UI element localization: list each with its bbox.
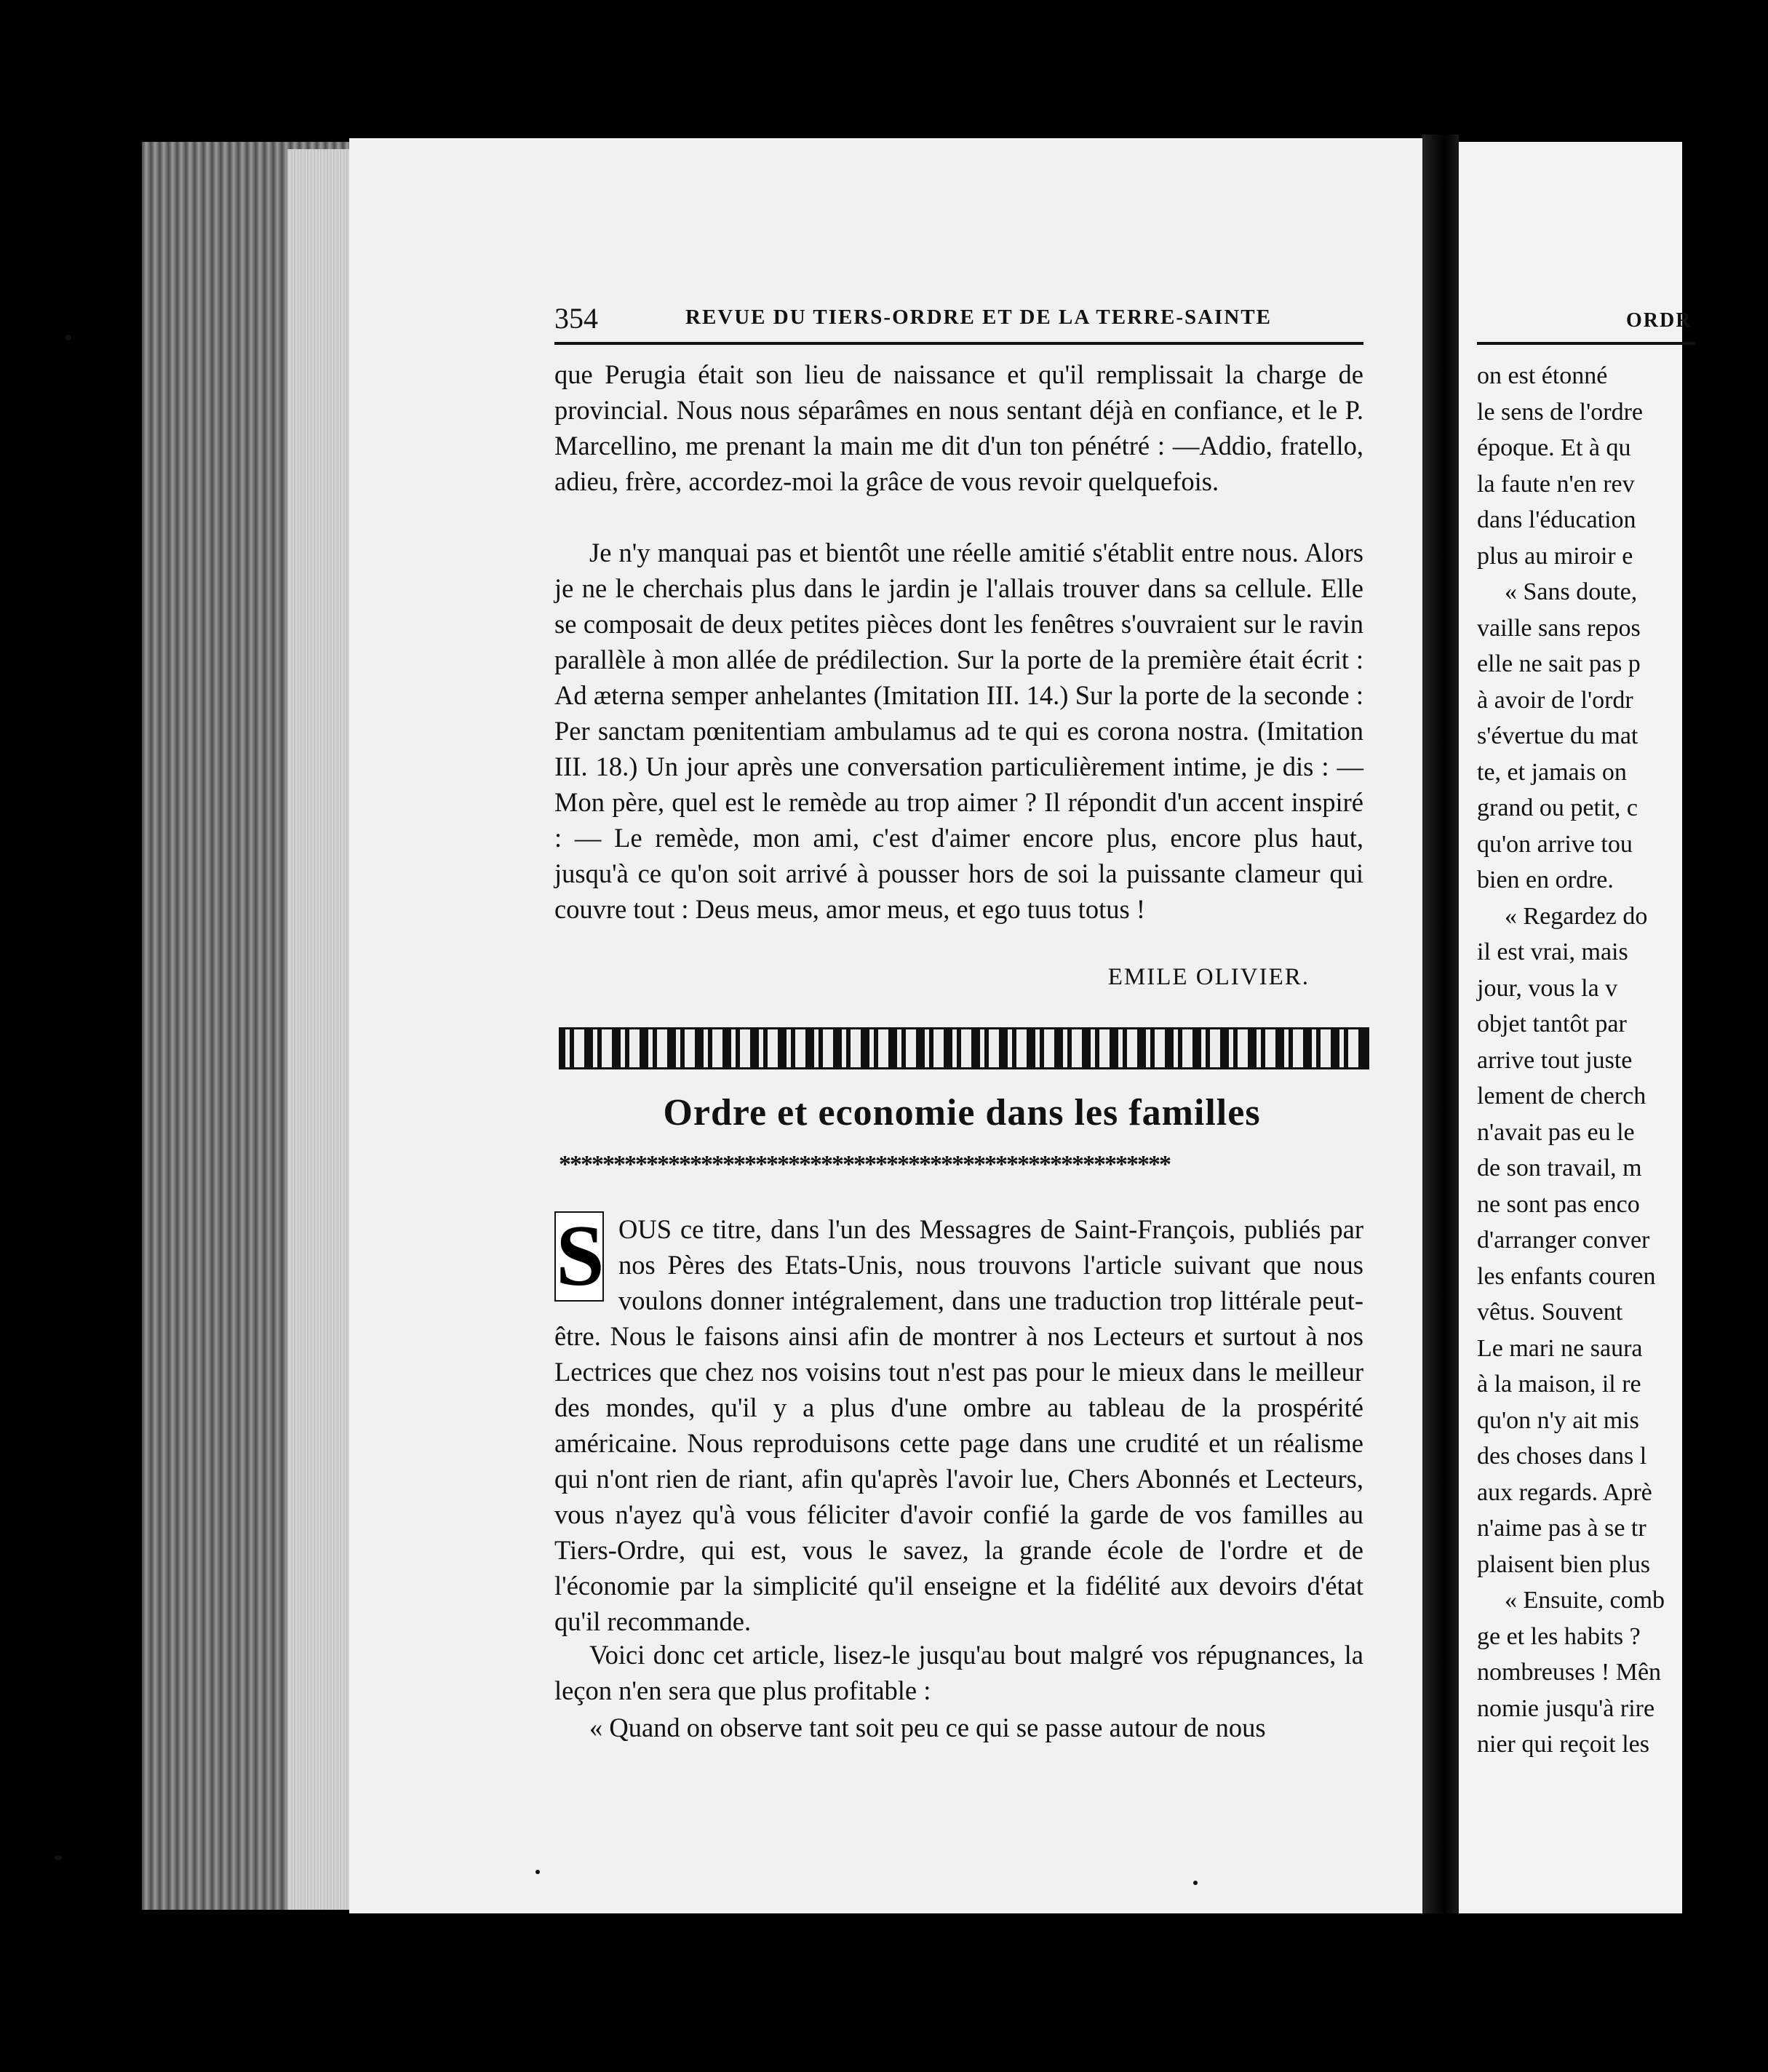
right-header-rule: [1477, 342, 1695, 345]
right-page-line: dans l'éducation: [1477, 506, 1636, 533]
right-page-line: la faute n'en rev: [1477, 470, 1635, 498]
right-page-line: nier qui reçoit les: [1477, 1731, 1649, 1758]
right-page-line: s'évertue du mat: [1477, 722, 1638, 749]
right-page-line: nomie jusqu'à rire: [1477, 1694, 1655, 1722]
scan-background: [0, 1913, 1682, 2072]
right-page-line: de son travail, m: [1477, 1155, 1642, 1182]
right-page-line: à la maison, il re: [1477, 1371, 1641, 1398]
right-page-line: jour, vous la v: [1477, 974, 1618, 1002]
right-page-line: objet tantôt par: [1477, 1011, 1627, 1037]
right-page-line: aux regards. Aprè: [1477, 1478, 1652, 1506]
running-head: [554, 298, 1363, 345]
section-title: Ordre et economie dans les familles: [663, 1092, 1261, 1133]
scan-speck: [65, 335, 71, 340]
scan-speck: [535, 1870, 540, 1874]
page-number: 354: [554, 302, 598, 335]
right-page-line: qu'on n'y ait mis: [1477, 1406, 1639, 1434]
right-page-line: « Regardez do: [1505, 902, 1648, 930]
right-page-line: elle ne sait pas p: [1477, 650, 1641, 677]
right-page-line: vaille sans repos: [1477, 614, 1641, 642]
right-page-line: n'aime pas à se tr: [1477, 1515, 1646, 1542]
signature: EMILE OLIVIER.: [1107, 964, 1310, 990]
right-page-line: il est vrai, mais: [1477, 939, 1628, 965]
right-page-line: plus au miroir e: [1477, 542, 1633, 570]
right-page-line: ge et les habits ?: [1477, 1622, 1641, 1650]
paragraph-4: Voici donc cet article, lisez-le jusqu'au bout malgré vos répugnances, la leçon n'en sera que plus profitable :: [554, 1640, 1363, 1705]
right-page-line: d'arranger conver: [1477, 1227, 1650, 1254]
right-page-line: ne sont pas enco: [1477, 1190, 1640, 1218]
right-page-line: Le mari ne saura: [1477, 1334, 1643, 1362]
right-page-line: plaisent bien plus: [1477, 1550, 1650, 1578]
ornamental-border: [559, 1027, 1369, 1069]
right-page-line: « Sans doute,: [1505, 578, 1638, 605]
scan-speck: [55, 1855, 62, 1860]
paragraph-1: que Perugia était son lieu de naissance et qu'il remplissait la charge de provincial. Nous nous séparâmes en nous sentant déjà en confiance, et le P. Marcellino, me prenant la main me dit d'un ton pénétré : —Addio, fratello, adieu, frère, accordez-moi la grâce de vous revoir quelquefois.: [554, 359, 1363, 496]
running-title: REVUE DU TIERS-ORDRE ET DE LA TERRE-SAINTE: [685, 306, 1272, 329]
right-page-line: te, et jamais on: [1477, 758, 1627, 786]
book-gutter: [1422, 135, 1459, 1913]
paragraph-3: [554, 1207, 1363, 1639]
right-running-head: ORDR: [1626, 309, 1692, 332]
right-page-line: des choses dans l: [1477, 1443, 1647, 1470]
asterisk-rule: ********************************************************: [559, 1151, 1170, 1178]
right-page-line: bien en ordre.: [1477, 866, 1614, 893]
right-page-line: lement de cherch: [1477, 1083, 1646, 1109]
paragraph-5: « Quand on observe tant soit peu ce qui se passe autour de nous: [589, 1713, 1266, 1742]
scan-speck: [1193, 1881, 1198, 1885]
drop-cap: S: [556, 1207, 605, 1304]
right-page-line: vêtus. Souvent: [1477, 1299, 1623, 1326]
right-page-line: à avoir de l'ordr: [1477, 686, 1633, 714]
right-page-line: nombreuses ! Mên: [1477, 1659, 1662, 1686]
paragraph-3-text: OUS ce titre, dans l'un des Messagres de Saint-François, publiés par nos Pères des Etats-Unis, nous trouvons l'article suivant que nous voulons donner intégralement, dans une traduction trop littérale peut-être. Nous le faisons ainsi afin de montrer à nos Lecteurs et surtout à nos Lectrices que chez nos voisins tout n'est pas pour le mieux dans le meilleur des mondes, qu'il y a plus d'une ombre au tableau de la prospérité américaine. Nous reproduisons cette page dans une crudité et un réalisme qui n'ont rien de riant, afin qu'après l'avoir lue, Chers Abonnés et Lecteurs, vous n'ayez qu'à vous féliciter d'avoir confié la garde de vos familles au Tiers-Ordre, qui est, vous le savez, la grande école de l'ordre et de l'économie par la simplicité qu'il enseigne et la fidélité aux devoirs d'état qu'il recommande.: [554, 1214, 1363, 1636]
right-page-line: époque. Et à qu: [1477, 434, 1631, 461]
right-page-line: le sens de l'ordre: [1477, 398, 1643, 426]
right-page-line: qu'on arrive tou: [1477, 830, 1633, 858]
right-page-text: [1477, 358, 1768, 1763]
right-page-line: « Ensuite, comb: [1505, 1587, 1665, 1614]
right-page-line: les enfants couren: [1477, 1262, 1656, 1290]
right-page-line: n'avait pas eu le: [1477, 1118, 1635, 1146]
paragraph-2: Je n'y manquai pas et bientôt une réelle amitié s'établit entre nous. Alors je ne le cherchais plus dans le jardin je l'allais trouver dans sa cellule. Elle se composait de deux petites pièces dont les fenêtres s'ouvraient sur le ravin parallèle à mon allée de prédilection. Sur la porte de la première était écrit : Ad æterna semper anhelantes (Imitation III. 14.) Sur la porte de la seconde : Per sanctam pœnitentiam ambulamus ad te qui es corona nostra. (Imitation III. 18.) Un jour après une conversation particulièrement intime, je dis : — Mon père, quel est le remède au trop aimer ? Il répondit d'un accent inspiré : — Le remède, mon ami, c'est d'aimer encore plus, encore plus haut, jusqu'à ce qu'on soit arrivé à pousser hors de soi la puissante clameur qui couvre tout : Deus meus, amor meus, et ego tuus totus !: [554, 538, 1363, 924]
right-page-line: grand ou petit, c: [1477, 794, 1638, 821]
right-page-line: on est étonné: [1477, 362, 1608, 389]
right-page-line: arrive tout juste: [1477, 1046, 1633, 1074]
